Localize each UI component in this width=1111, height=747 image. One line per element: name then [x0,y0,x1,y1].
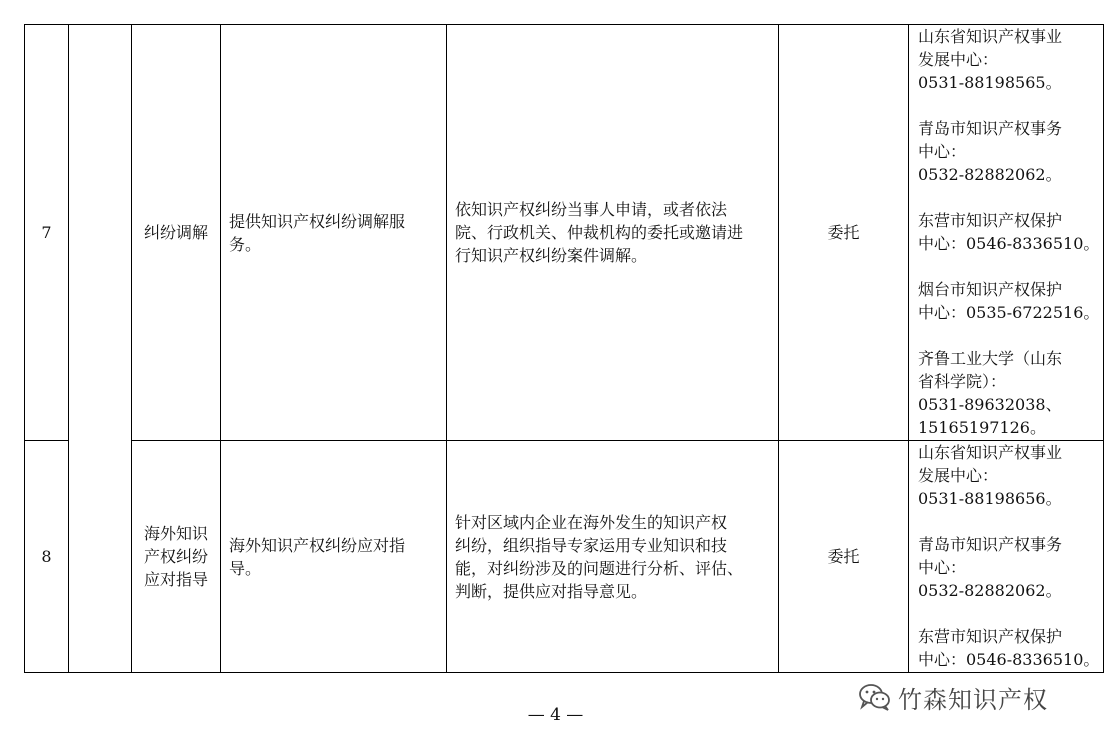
contact-entry: 东营市知识产权保护 中心：0546-8336510。 [918,211,1100,253]
service-name: 海外知识 产权纠纷 应对指导 [132,441,221,673]
merged-category-cell [69,25,132,673]
contact-cell [909,25,1104,441]
row-number: 8 [25,441,69,673]
service-content: 海外知识产权纠纷应对指 导。 [221,441,447,673]
service-mode: 委托 [779,441,909,673]
contact-entry: 青岛市知识产权事务 中心： 0532-82882062。 [918,535,1063,600]
service-description: 依知识产权纠纷当事人申请，或者依法 院、行政机关、仲裁机构的委托或邀请进 行知识产权纠纷案件调解。 [447,25,779,441]
row-number: 7 [25,25,69,441]
service-mode: 委托 [779,25,909,441]
contact-entry: 齐鲁工业大学（山东 省科学院）： 0531-89632038、 15165197126。 [918,349,1063,437]
contact-entry: 东营市知识产权保护 中心：0546-8336510。 [918,627,1100,669]
page-number: — 4 — [527,705,584,725]
table-row [25,25,1104,441]
contact-entry: 青岛市知识产权事务 中心： 0532-82882062。 [918,119,1063,184]
contact-entry: 山东省知识产权事业 发展中心： 0531-88198656。 [918,443,1063,508]
watermark-text: 竹森知识产权 [898,685,1048,714]
contact-entry: 烟台市知识产权保护 中心：0535-6722516。 [918,280,1100,322]
service-content: 提供知识产权纠纷调解服 务。 [221,25,447,441]
service-name: 纠纷调解 [132,25,221,441]
table-row [25,441,1104,673]
service-table [24,24,1104,673]
contact-cell [909,441,1104,673]
contact-entry: 山东省知识产权事业 发展中心： 0531-88198565。 [918,27,1063,92]
service-description: 针对区域内企业在海外发生的知识产权 纠纷，组织指导专家运用专业知识和技 能，对纠纷涉及的问题进行分析、评估、 判断，提供应对指导意见。 [447,441,779,673]
